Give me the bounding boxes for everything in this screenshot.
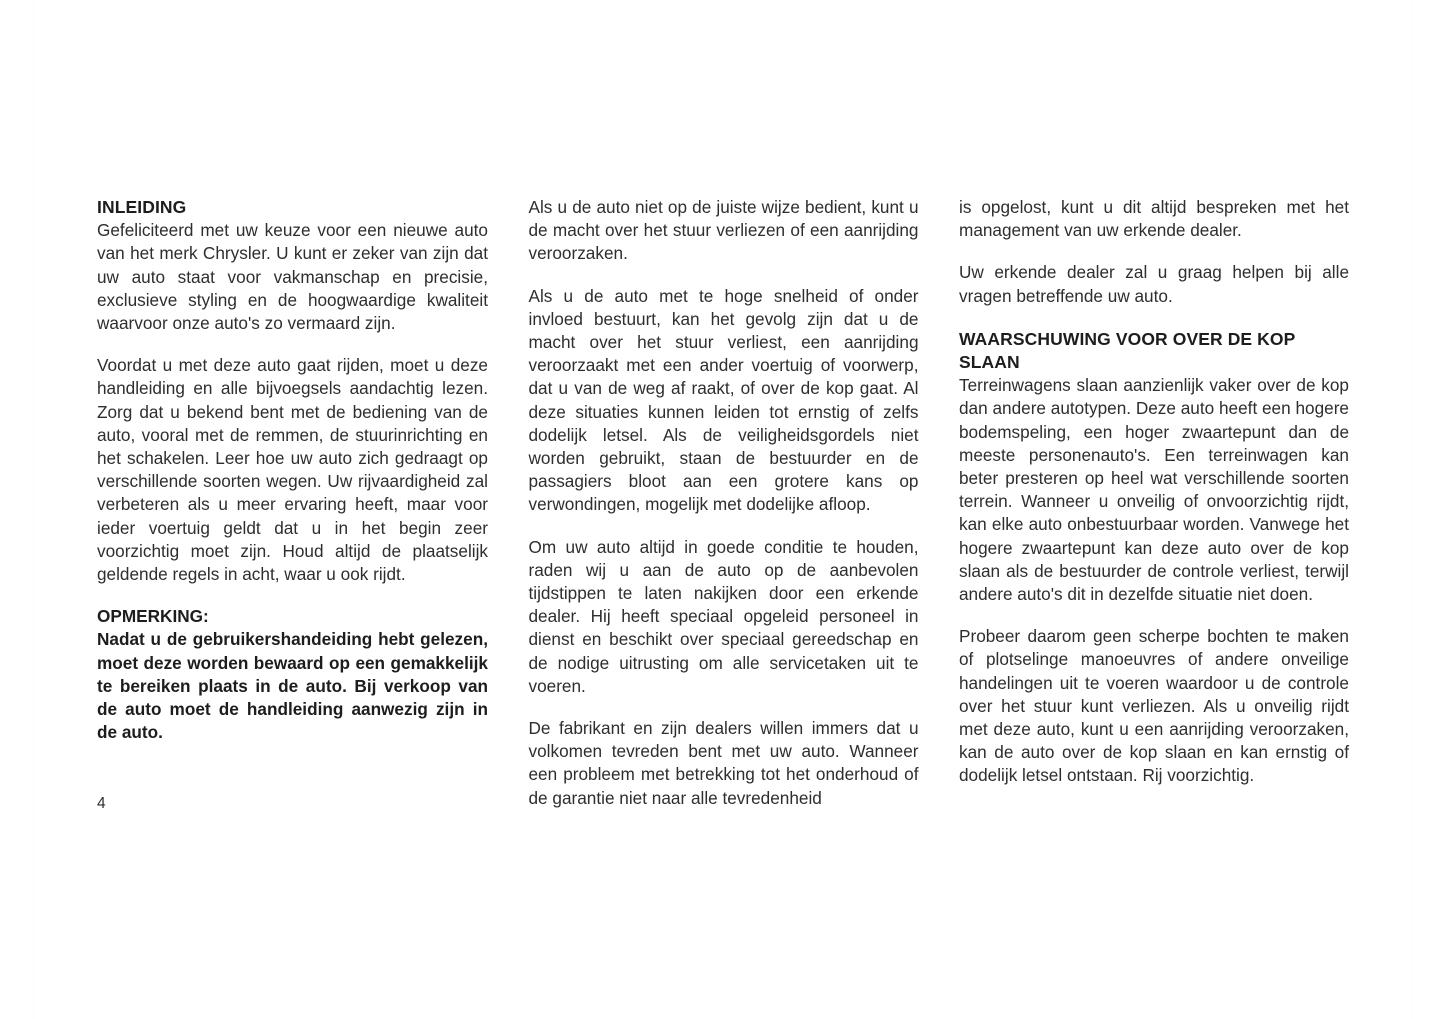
page-edge-left: [33, 0, 34, 1019]
paragraph: Voordat u met deze auto gaat rijden, moet u deze handleiding en alle bijvoegsels aandachtig lezen. Zorg dat u bekend bent met de bediening van de auto, vooral met de remmen, de stuurinrichting en het schakelen. Leer hoe uw auto zich gedraagt op verschillende soorten wegen. Uw rijvaardigheid zal verbeteren als u meer ervaring heeft, maar voor ieder voertuig geldt dat u in het begin zeer voorzichtig moet zijn. Houd altijd de plaatselijk geldende regels in acht, waar u ook rijdt.: [97, 355, 488, 585]
text-column-3: [959, 196, 1349, 788]
paragraph: is opgelost, kunt u dit altijd bespreken met het management van uw erkende dealer.: [959, 197, 1349, 241]
page-edge-right: [1412, 0, 1413, 1019]
text-column-2: [529, 196, 919, 810]
page-number: 4: [97, 795, 106, 812]
text-column-1: [97, 196, 488, 744]
note-paragraph: Nadat u de gebruikershandeiding hebt gelezen, moet deze worden bewaard op een gemakkelijk te bereiken plaats in de auto. Bij verkoop van de auto moet de handleiding aanwezig zijn in de auto.: [97, 629, 488, 743]
paragraph: De fabrikant en zijn dealers willen immers dat u volkomen tevreden bent met uw auto. Wanneer een probleem met betrekking tot het onderhoud of de garantie niet naar alle tevredenheid: [528, 718, 919, 808]
paragraph: Gefeliciteerd met uw keuze voor een nieuwe auto van het merk Chrysler. U kunt er zeker van zijn dat uw auto staat voor vakmanschap en precisie, exclusieve styling en de hoogwaardige kwaliteit waarvoor onze auto's zo vermaard zijn.: [97, 220, 488, 334]
three-column-text-body: [97, 196, 1349, 810]
heading-waarschuwing-voor-over-de-kop-slaan: WAARSCHUWING VOOR OVER DE KOP SLAAN: [959, 328, 1296, 373]
paragraph: Om uw auto altijd in goede conditie te houden, raden wij u aan de auto op de aanbevolen tijdstippen te laten nakijken door een erkende dealer. Hij heeft speciaal opgeleid personeel in dienst en beschikt over speciaal gereedschap en de nodige uitrusting om alle servicetaken uit te voeren.: [528, 536, 919, 696]
heading-opmerking: OPMERKING:: [97, 606, 209, 627]
paragraph: Uw erkende dealer zal u graag helpen bij alle vragen betreffende uw auto.: [959, 262, 1349, 306]
paragraph: Als u de auto niet op de juiste wijze bedient, kunt u de macht over het stuur verliezen of een aanrijding veroorzaken.: [528, 197, 919, 264]
paragraph: Terreinwagens slaan aanzienlijk vaker over de kop dan andere autotypen. Deze auto heeft een hogere bodemspeling, een hoger zwaartepunt dan de meeste personenauto's. Een terreinwagen kan beter presteren op heel wat verschillende soorten terrein. Wanneer u onveilig of onvoorzichtig rijdt, kan elke auto onbestuurbaar worden. Vanwege het hogere zwaartepunt kan deze auto over de kop slaan als de bestuurder de controle verliest, terwijl andere auto's dit in dezelfde situatie niet doen.: [959, 375, 1349, 605]
paragraph: Als u de auto met te hoge snelheid of onder invloed bestuurt, kan het gevolg zijn dat u de macht over het stuur verliest, een aanrijding veroorzaakt met een ander voertuig of voorwerp, dat u van de weg af raakt, of over de kop gaat. Al deze situaties kunnen leiden tot ernstig of zelfs dodelijk letsel. Als de veiligheidsgordels niet worden gebruikt, staan de bestuurder en de passagiers bloot aan een grotere kans op verwondingen, mogelijk met dodelijke afloop.: [528, 285, 919, 515]
heading-inleiding: INLEIDING: [97, 197, 187, 217]
paragraph: Probeer daarom geen scherpe bochten te maken of plotselinge manoeuvres of andere onveilige handelingen uit te voeren waardoor u de controle over het stuur kunt verliezen. Als u onveilig rijdt met deze auto, kunt u een aanrijding veroorzaken, kan de auto over de kop slaan en kan ernstig of dodelijk letsel ontstaan. Rij voorzichtig.: [959, 626, 1349, 786]
